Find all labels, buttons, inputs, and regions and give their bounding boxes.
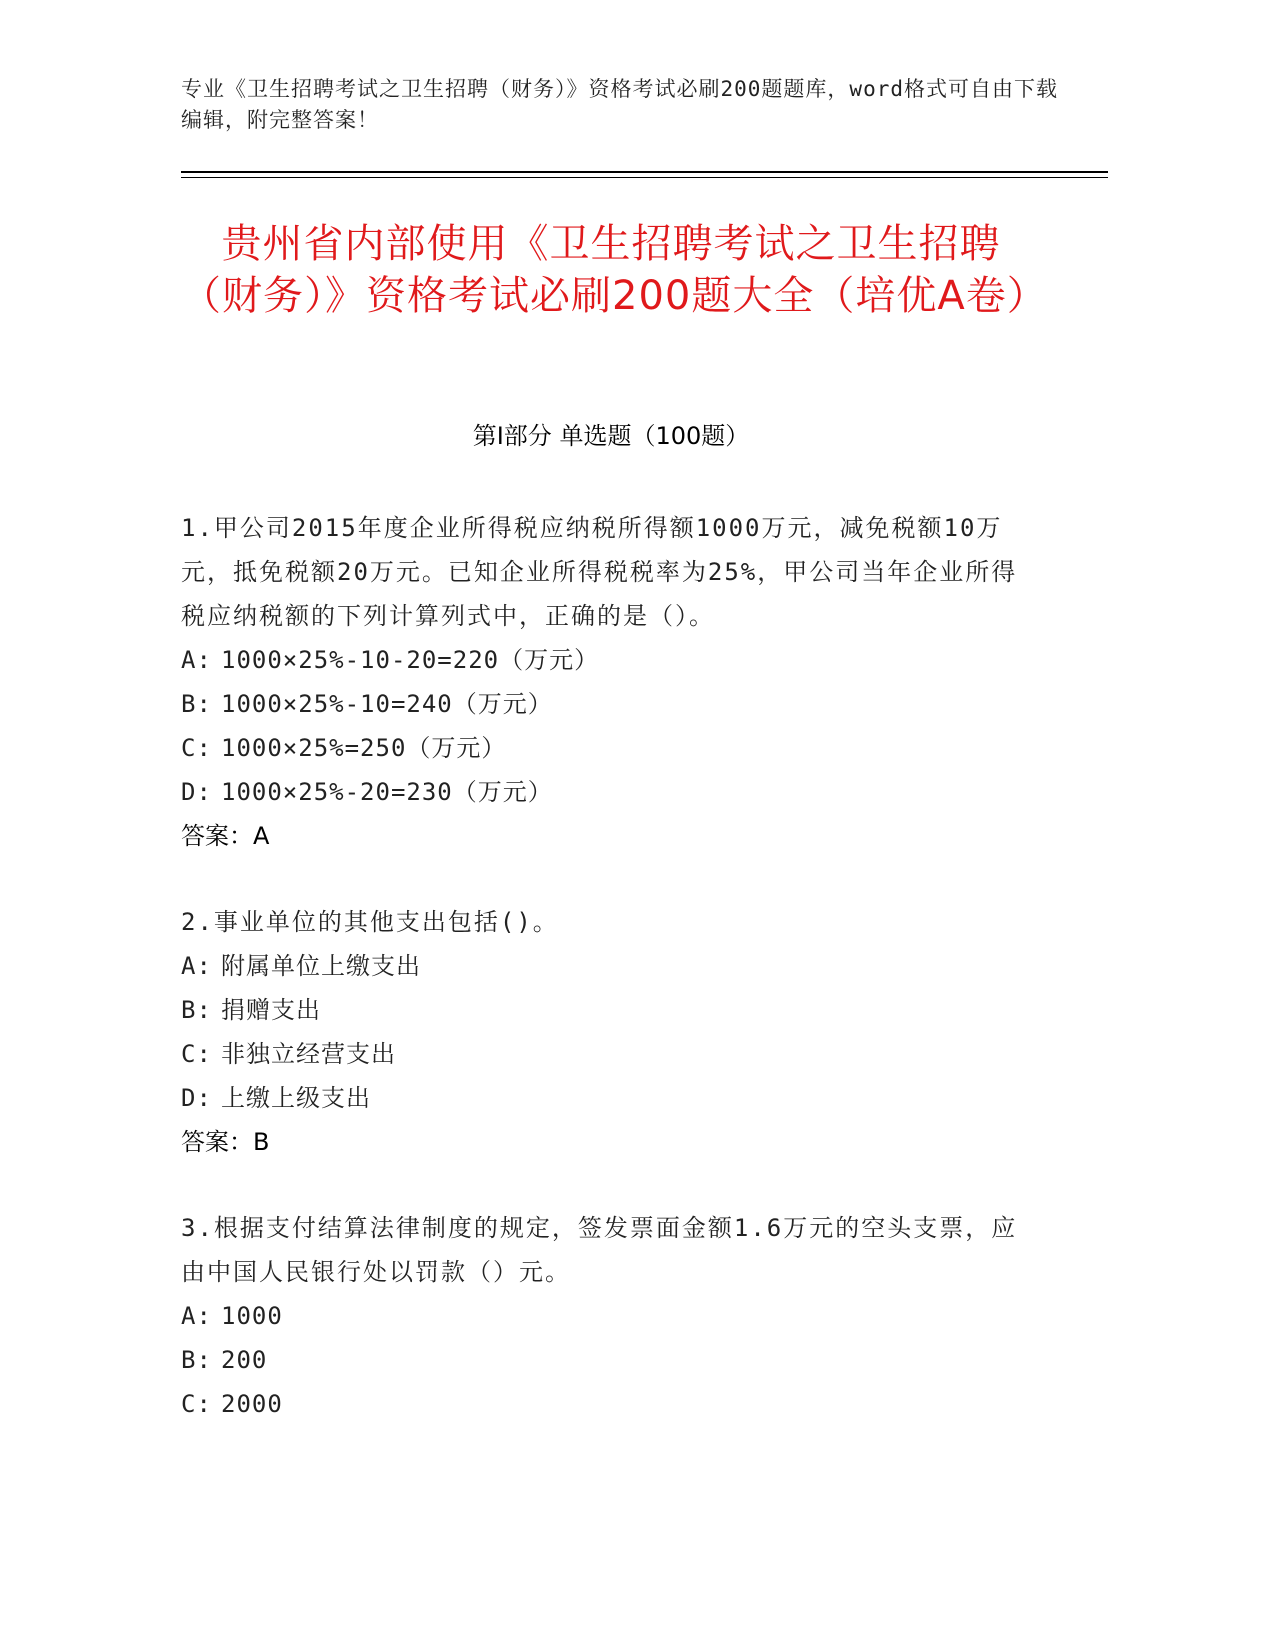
option-c (181, 1382, 1031, 1426)
option-letter: D: (181, 1084, 212, 1112)
option-a (181, 944, 1031, 988)
option-text: 1000×25%-20=230（万元） (221, 778, 553, 806)
option-text: 非独立经营支出 (221, 1040, 396, 1068)
question-1 (181, 506, 1031, 858)
option-letter: A: (181, 1302, 212, 1330)
question-stem: 3.根据支付结算法律制度的规定，签发票面金额1.6万元的空头支票，应由中国人民银行处以罚款（）元。 (181, 1214, 1018, 1286)
option-text: 1000×25%-10-20=220（万元） (221, 646, 600, 674)
question-list (181, 506, 1031, 1468)
option-d (181, 1076, 1031, 1120)
question-stem: 1.甲公司2015年度企业所得税应纳税所得额1000万元，减免税额10万元，抵免税额20万元。已知企业所得税税率为25%，甲公司当年企业所得税应纳税额的下列计算列式中，正确的是（）。 (181, 514, 1018, 630)
option-a (181, 1294, 1031, 1338)
option-b (181, 1338, 1031, 1382)
option-text: 200 (221, 1346, 268, 1374)
option-letter: A: (181, 646, 212, 674)
header-divider-thick (181, 171, 1108, 173)
option-text: 捐赠支出 (221, 996, 321, 1024)
option-text: 2000 (221, 1390, 283, 1418)
option-text: 上缴上级支出 (221, 1084, 371, 1112)
header-note: 专业《卫生招聘考试之卫生招聘（财务）》资格考试必刷200题题库，word格式可自由下载编辑，附完整答案！ (181, 77, 1058, 132)
question-stem: 2.事业单位的其他支出包括()。 (181, 908, 559, 936)
document-title: 贵州省内部使用《卫生招聘考试之卫生招聘（财务）》资格考试必刷200题大全（培优A卷） (181, 221, 1048, 319)
option-b (181, 682, 1031, 726)
question-2 (181, 900, 1031, 1164)
answer-line: 答案：B (181, 1128, 270, 1156)
question-3 (181, 1206, 1031, 1426)
option-c (181, 726, 1031, 770)
option-letter: C: (181, 1390, 212, 1418)
option-letter: B: (181, 690, 212, 718)
option-letter: D: (181, 778, 212, 806)
option-text: 1000 (221, 1302, 283, 1330)
option-text: 1000×25%-10=240（万元） (221, 690, 553, 718)
option-letter: C: (181, 1040, 212, 1068)
option-text: 附属单位上缴支出 (221, 952, 421, 980)
section-heading: 第Ⅰ部分 单选题（100题） (472, 422, 750, 450)
option-letter: B: (181, 1346, 212, 1374)
option-text: 1000×25%=250（万元） (221, 734, 507, 762)
header-divider-thin (181, 177, 1108, 178)
option-b (181, 988, 1031, 1032)
option-a (181, 638, 1031, 682)
option-letter: C: (181, 734, 212, 762)
answer-line: 答案：A (181, 822, 270, 850)
option-letter: A: (181, 952, 212, 980)
option-letter: B: (181, 996, 212, 1024)
option-c (181, 1032, 1031, 1076)
option-d (181, 770, 1031, 814)
